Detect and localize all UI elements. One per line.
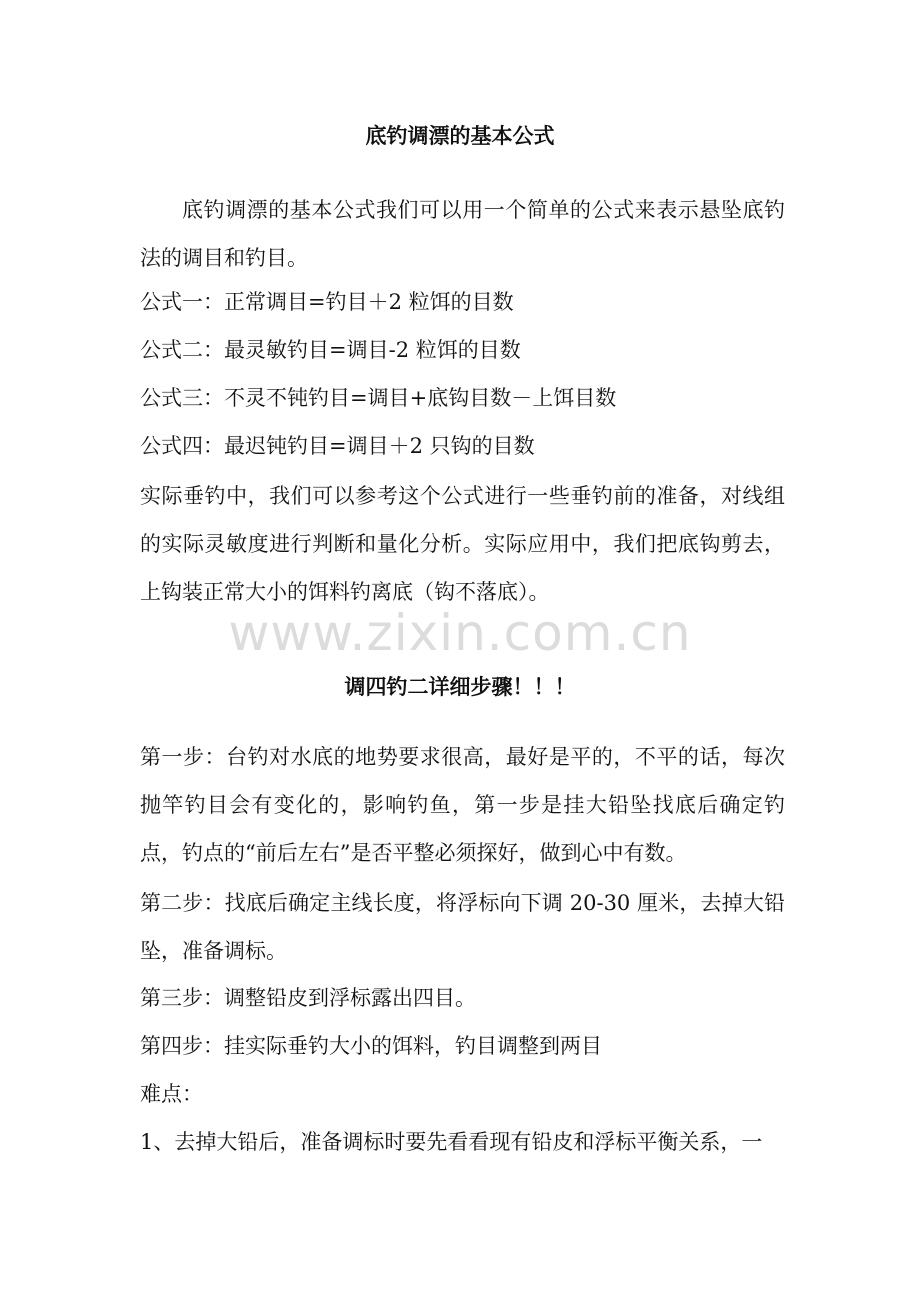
watermark: www.zixin.com.cn [228,604,692,662]
difficulty-1: 1、去掉大铅后，准备调标时要先看看现有铅皮和浮标平衡关系，一 [140,1130,763,1154]
intro-paragraph: 底钓调漂的基本公式我们可以用一个简单的公式来表示悬坠底钓法的调目和钓目。 [140,198,785,270]
formula-4: 公式四：最迟钝钓目=调目＋2 只钩的目数 [140,434,535,458]
formula-2: 公式二：最灵敏钓目=调目-2 粒饵的目数 [140,338,521,362]
practice-paragraph: 实际垂钓中，我们可以参考这个公式进行一些垂钓前的准备，对线组的实际灵敏度进行判断和量化分析。实际应用中，我们把底钩剪去，上钩装正常大小的饵料钓离底（钩不落底）。 [140,484,785,604]
difficulty-label: 难点： [140,1082,203,1106]
formula-1: 公式一：正常调目=钓目＋2 粒饵的目数 [140,290,514,314]
formula-3: 公式三：不灵不钝钓目=调目+底钩目数－上饵目数 [140,386,617,410]
step-3: 第三步：调整铅皮到浮标露出四目。 [140,986,476,1010]
section-title-formula: 底钓调漂的基本公式 [365,123,555,148]
section-title-steps: 调四钓二详细步骤！！！ [344,674,576,699]
step-4: 第四步：挂实际垂钓大小的饵料，钓目调整到两目 [140,1034,602,1058]
step-2-paragraph: 第二步：找底后确定主线长度，将浮标向下调 20-30 厘米，去掉大铅坠，准备调标。 [140,891,785,963]
step-1-paragraph: 第一步：台钓对水底的地势要求很高，最好是平的，不平的话，每次抛竿钓目会有变化的，影响钓鱼，第一步是挂大铅坠找底后确定钓点，钓点的“前后左右”是否平整必须探好，做到心中有数。 [140,745,785,865]
